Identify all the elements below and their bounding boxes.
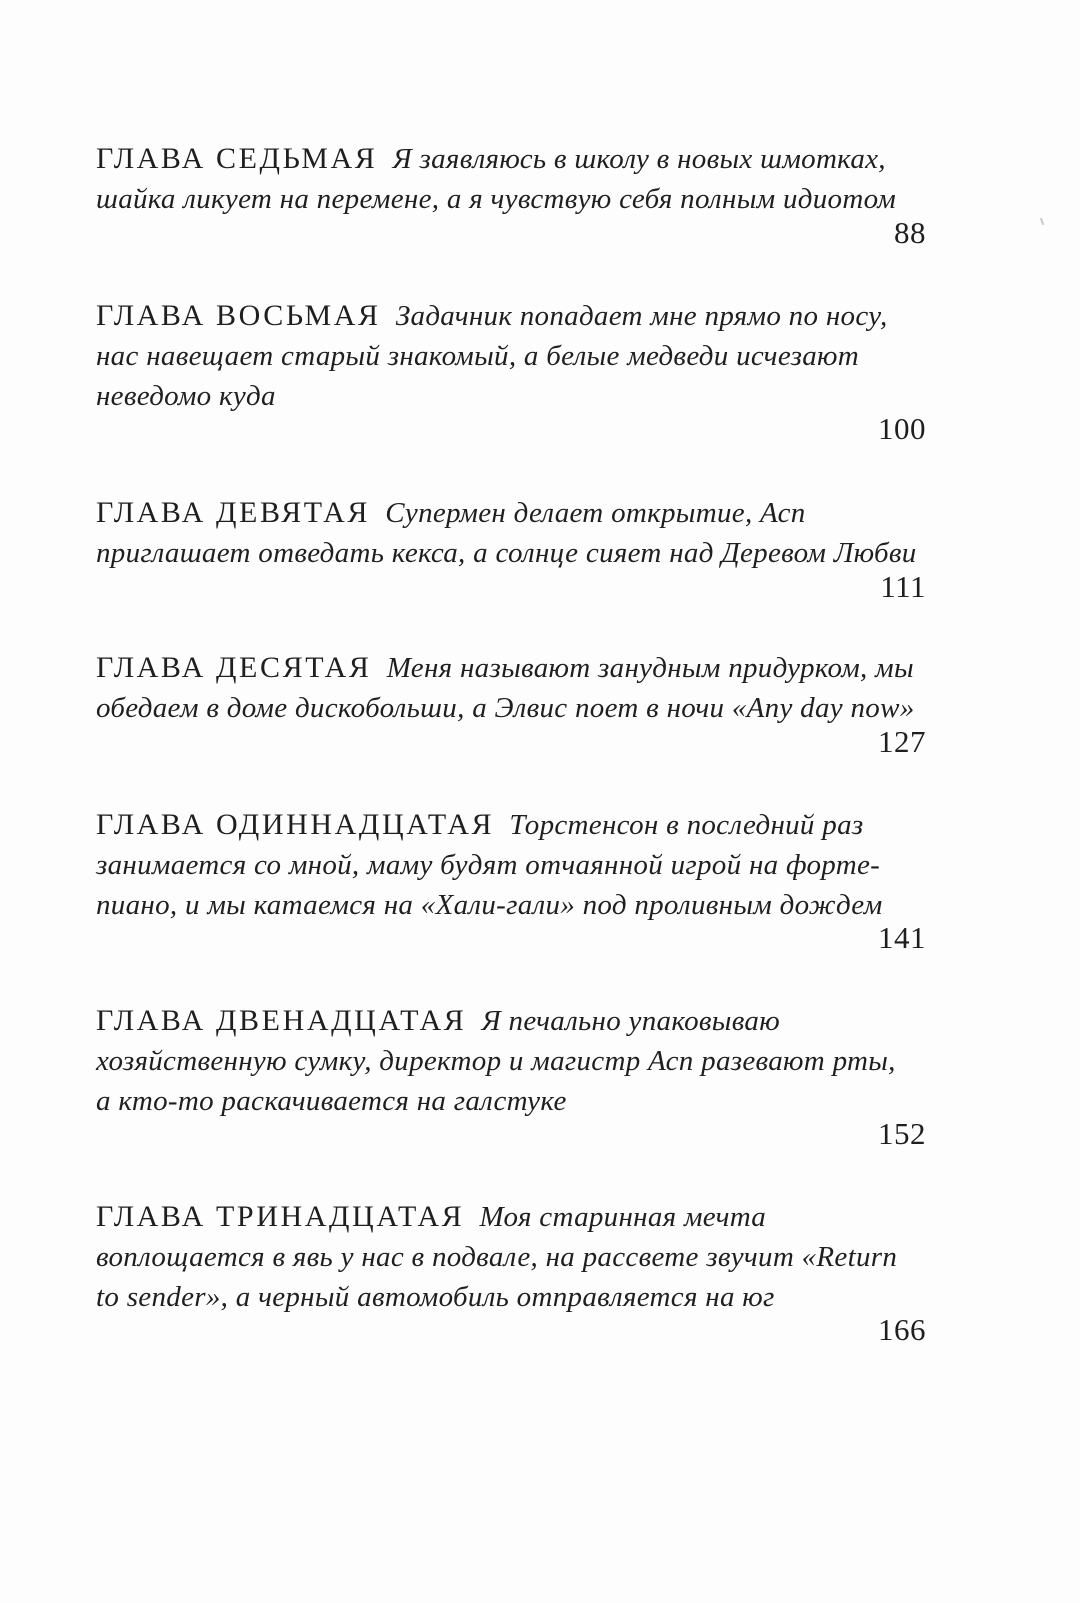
- toc-entry-line-3: а кто-то раскачивается на галстуке: [96, 1085, 567, 1117]
- paper-speck: [1040, 218, 1044, 225]
- toc-entry-chapter-9: [96, 493, 926, 613]
- toc-entry-line-2: шайка ликует на перемене, а я чувствую себя полным идиотом: [96, 183, 897, 215]
- toc-entry-line-2: хозяйственную сумку, директор и магистр Асп разевают рты,: [96, 1045, 896, 1077]
- chapter-description: Торстенсон в последний раз: [509, 809, 864, 841]
- toc-entry-line-2: нас навещает старый знакомый, а белые медведи исчезают: [96, 340, 860, 372]
- chapter-label: ГЛАВА ВОСЬМАЯ: [96, 299, 381, 332]
- toc-entry-line-1: [96, 139, 886, 179]
- chapter-label: ГЛАВА ДЕСЯТАЯ: [96, 651, 372, 684]
- chapter-description: Задачник попадает мне прямо по носу,: [395, 300, 888, 332]
- chapter-label: ГЛАВА ДЕВЯТАЯ: [96, 496, 371, 529]
- toc-entry-line-1: [96, 648, 914, 688]
- page-number: 111: [880, 569, 926, 604]
- chapter-label: ГЛАВА ДВЕНАДЦАТАЯ: [96, 1004, 467, 1037]
- chapter-description: Я заявляюсь в школу в новых шмотках,: [392, 143, 886, 175]
- toc-entry-chapter-8: [96, 296, 926, 456]
- toc-entry-line-2: занимается со мной, маму будят отчаянной игрой на форте-: [96, 849, 881, 881]
- toc-entry-line-2: обедаем в доме дискобольши, а Элвис поет в ночи «Any day now»: [96, 692, 915, 724]
- page-number: 166: [878, 1312, 926, 1347]
- toc-entry-chapter-7: [96, 139, 926, 259]
- page-number: 152: [878, 1116, 926, 1151]
- page-number: 127: [878, 724, 926, 759]
- toc-entry-chapter-13: [96, 1197, 926, 1357]
- page-number: 141: [878, 920, 926, 955]
- toc-entry-chapter-10: [96, 648, 926, 768]
- toc-entry-chapter-11: [96, 805, 926, 965]
- chapter-description: Супермен делает открытие, Асп: [385, 497, 806, 529]
- chapter-label: ГЛАВА ОДИННАДЦАТАЯ: [96, 808, 495, 841]
- toc-entry-line-1: [96, 296, 888, 336]
- page-number: 88: [894, 215, 926, 250]
- toc-entry-line-1: [96, 1001, 780, 1041]
- chapter-description: Моя старинная мечта: [479, 1201, 767, 1233]
- toc-entry-line-1: [96, 805, 864, 845]
- page-number: 100: [878, 411, 926, 446]
- toc-entry-line-3: пиано, и мы катаемся на «Хали-гали» под проливным дождем: [96, 889, 883, 921]
- toc-entry-line-2: воплощается в явь у нас в подвале, на рассвете звучит «Return: [96, 1241, 898, 1273]
- chapter-description: Я печально упаковываю: [481, 1005, 780, 1037]
- toc-entry-line-1: [96, 1197, 766, 1237]
- toc-entry-line-3: to sender», а черный автомобиль отправляется на юг: [96, 1281, 775, 1313]
- toc-entry-line-2: приглашает отведать кекса, а солнце сияет над Деревом Любви: [96, 537, 917, 569]
- toc-entry-line-1: [96, 493, 806, 533]
- chapter-description: Меня называют занудным придурком, мы: [386, 652, 914, 684]
- chapter-label: ГЛАВА СЕДЬМАЯ: [96, 142, 378, 175]
- chapter-label: ГЛАВА ТРИНАДЦАТАЯ: [96, 1200, 465, 1233]
- toc-entry-line-3: неведомо куда: [96, 380, 276, 412]
- toc-entry-chapter-12: [96, 1001, 926, 1161]
